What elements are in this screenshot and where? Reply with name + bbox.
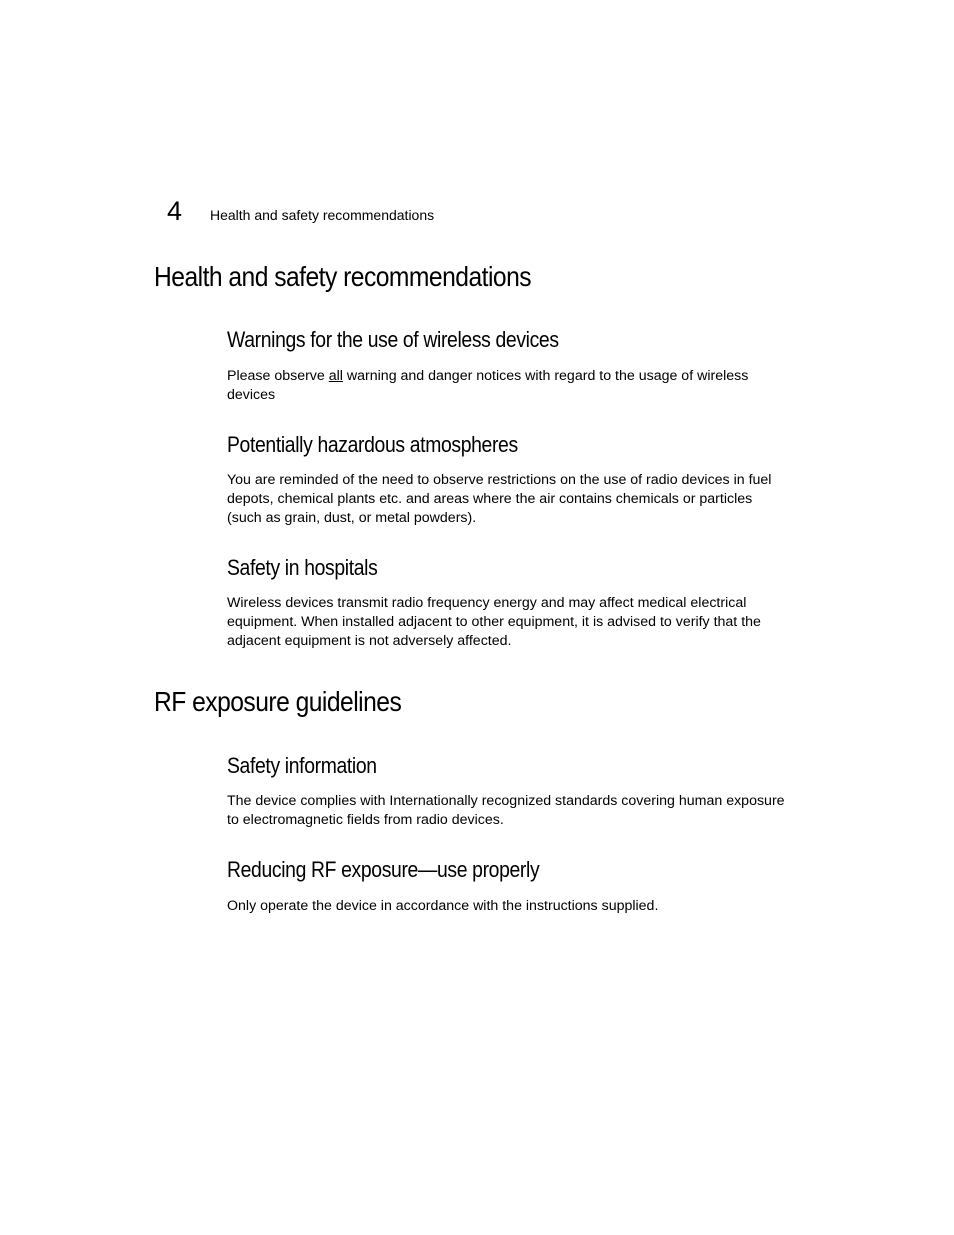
paragraph-safety-information: The device complies with Internationally recognized standards covering human exposure to electromagnetic fields from radio devices. — [227, 793, 785, 828]
paragraph-wireless-warnings — [227, 367, 787, 405]
paragraph-hazardous-atmospheres: You are reminded of the need to observe restrictions on the use of radio devices in fuel depots, chemical plants etc. and areas where the air contains chemicals or particles (such as grain, dust, or metal powders). — [227, 472, 772, 526]
subsection-title-reducing-rf-exposure: Reducing RF exposure—use properly — [227, 857, 540, 882]
paragraph-text-end: warning and danger notices with regard to the usage of wireless devices — [227, 368, 749, 403]
chapter-number: 4 — [167, 196, 183, 226]
subsection-title-hazardous-atmospheres: Potentially hazardous atmospheres — [227, 432, 518, 457]
subsection-title-safety-information: Safety information — [227, 753, 377, 778]
subsection-title-safety-hospitals: Safety in hospitals — [227, 555, 378, 580]
paragraph-safety-hospitals: Wireless devices transmit radio frequency energy and may affect medical electrical equipment. When installed adjacent to other equipment, it is advised to verify that the adjacent equipment is not adversely affected. — [227, 595, 761, 649]
section-title-rf-exposure: RF exposure guidelines — [154, 686, 402, 717]
running-head: Health and safety recommendations — [210, 207, 435, 223]
subsection-title-wireless-warnings: Warnings for the use of wireless devices — [227, 327, 559, 352]
paragraph-reducing-rf-exposure: Only operate the device in accordance with the instructions supplied. — [227, 898, 659, 914]
section-title-health-safety: Health and safety recommendations — [154, 261, 532, 292]
paragraph-text-start: Please observe — [227, 368, 329, 384]
emphasized-word: all — [328, 368, 343, 384]
